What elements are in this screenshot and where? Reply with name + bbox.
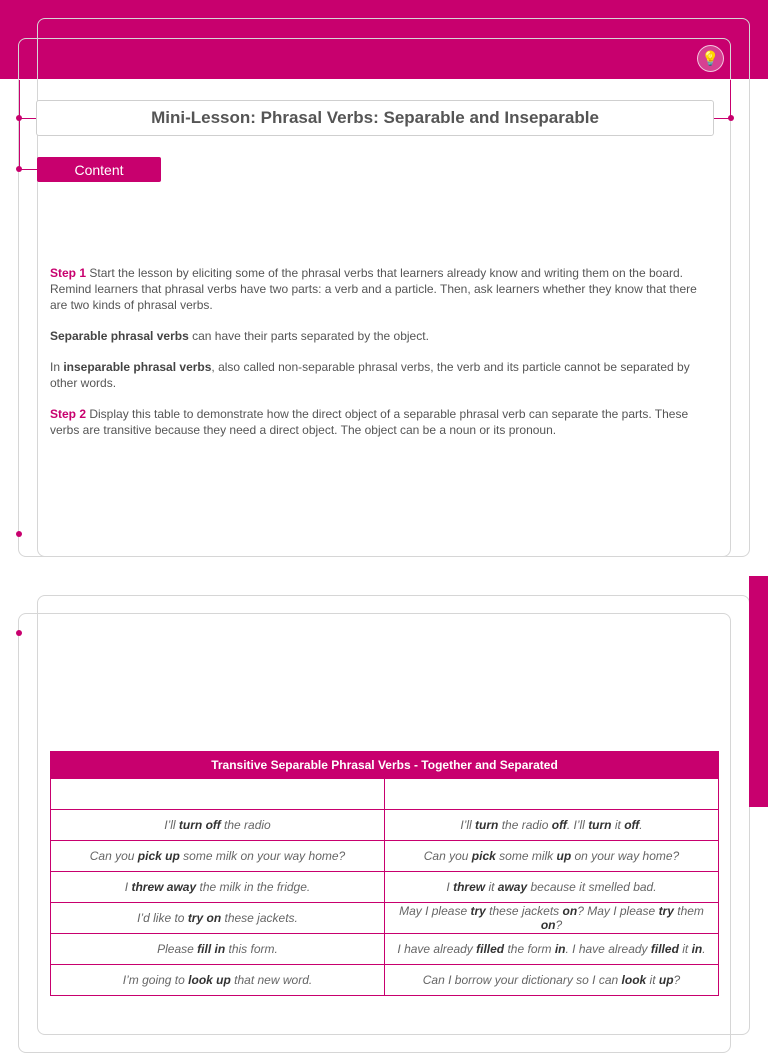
phrasal-verb-part: off: [551, 818, 567, 832]
separated-cell: [385, 810, 719, 841]
separated-cell: [385, 965, 719, 996]
sentence-text: it: [611, 818, 625, 832]
step2-label: Step 2: [50, 407, 87, 421]
separable-term: Separable phrasal verbs: [50, 329, 189, 343]
connector-line-left: [19, 80, 20, 170]
phrasal-verb-part: in: [691, 942, 703, 956]
sentence-text: the milk in the fridge.: [196, 880, 311, 894]
phrasal-verb-part: try on: [187, 911, 222, 925]
together-cell: [51, 841, 385, 872]
table-row: [51, 903, 719, 934]
separable-paragraph: [50, 328, 712, 344]
together-cell: [51, 903, 385, 934]
phrasal-verb-part: look up: [188, 973, 231, 987]
sentence-text: the radio: [498, 818, 552, 832]
sentence-text: it: [485, 880, 498, 894]
sentence-text: it: [646, 973, 659, 987]
connector-dot: [728, 115, 734, 121]
together-cell: [51, 872, 385, 903]
sentence-text: .: [702, 942, 706, 956]
phrasal-verb-part: turn: [475, 818, 499, 832]
sentence-text: ? May I please: [577, 904, 659, 918]
phrasal-verb-part: look: [621, 973, 647, 987]
table-header-row: [51, 779, 719, 810]
sentence-text: this form.: [225, 942, 278, 956]
sentence-text: them: [673, 904, 704, 918]
content-tab-label: Content: [74, 161, 124, 178]
phrasal-verb-part: try: [470, 904, 486, 918]
together-cell: [51, 934, 385, 965]
sentence-text: these jackets.: [221, 911, 298, 925]
sentence-text: that new word.: [230, 973, 313, 987]
sentence-text: I’ll: [164, 818, 179, 832]
table-title-row: [51, 752, 719, 779]
sentence-text: I have already: [397, 942, 477, 956]
separable-text: can have their parts separated by the object.: [188, 329, 429, 343]
connector-dot: [16, 115, 22, 121]
phrasal-verb-part: off: [624, 818, 640, 832]
step1-paragraph: [50, 265, 712, 313]
separated-cell: [385, 903, 719, 934]
phrasal-verb-part: up: [556, 849, 572, 863]
table-header-right: [385, 779, 719, 810]
sentence-text: I’ll: [460, 818, 476, 832]
separated-cell: [385, 934, 719, 965]
step2-paragraph: [50, 406, 712, 438]
phrasal-verbs-table: [50, 751, 719, 996]
sentence-text: I: [124, 880, 132, 894]
sentence-text: ?: [673, 973, 681, 987]
phrasal-verb-part: threw: [453, 880, 486, 894]
connector-dot: [16, 630, 22, 636]
sentence-text: I: [446, 880, 454, 894]
inseparable-prefix: In: [50, 360, 64, 374]
connector-dot: [16, 531, 22, 537]
sentence-text: the form: [504, 942, 555, 956]
sentence-text: some milk on your way home?: [179, 849, 346, 863]
phrasal-verb-part: on: [540, 918, 556, 932]
phrasal-verb-part: filled: [476, 942, 505, 956]
sentence-text: it: [678, 942, 692, 956]
phrasal-verb-part: turn: [588, 818, 612, 832]
table-row: [51, 841, 719, 872]
together-cell: [51, 965, 385, 996]
sentence-text: Can you: [423, 849, 472, 863]
phrasal-verb-part: in: [554, 942, 566, 956]
separated-cell: [385, 872, 719, 903]
phrasal-verb-part: pick up: [137, 849, 180, 863]
phrasal-verb-part: on: [562, 904, 578, 918]
table-title: Transitive Separable Phrasal Verbs - Together and Separated: [51, 752, 719, 779]
side-accent-bar: [749, 576, 768, 807]
sentence-text: . I have already: [565, 942, 651, 956]
sentence-text: .: [639, 818, 643, 832]
lightbulb-icon: 💡: [697, 45, 724, 72]
phrasal-verb-part: away: [497, 880, 528, 894]
connector-line-right: [730, 80, 731, 118]
step1-text: Start the lesson by eliciting some of the phrasal verbs that learners already know and writing them on the board. Remind learners that phrasal verbs have two parts: a verb and a particle. Then, ask learners whether they know that there are two kinds of phrasal verbs.: [50, 266, 697, 312]
lesson-body: [50, 265, 712, 453]
sentence-text: these jackets: [485, 904, 563, 918]
sentence-text: May I please: [399, 904, 471, 918]
sentence-text: ?: [555, 918, 563, 932]
phrasal-verb-part: turn off: [178, 818, 221, 832]
sentence-text: Can you: [89, 849, 138, 863]
phrasal-verb-part: up: [658, 973, 674, 987]
phrasal-verb-part: try: [658, 904, 674, 918]
table-row: [51, 965, 719, 996]
inseparable-term: inseparable phrasal verbs: [63, 360, 212, 374]
sentence-text: I’d like to: [137, 911, 188, 925]
phrasal-verb-part: filled: [650, 942, 679, 956]
sentence-text: I’m going to: [122, 973, 189, 987]
phrasal-verb-part: fill in: [197, 942, 226, 956]
table-row: [51, 934, 719, 965]
inseparable-paragraph: [50, 359, 712, 391]
lesson-title-box: [36, 100, 714, 136]
table-header-left: [51, 779, 385, 810]
sentence-text: some milk: [495, 849, 557, 863]
table-row: [51, 872, 719, 903]
content-tab[interactable]: [37, 157, 161, 182]
inseparable-text: , also called non-separable phrasal verbs, the verb and its particle cannot be separated by other words.: [50, 360, 690, 390]
sentence-text: on your way home?: [571, 849, 680, 863]
separated-cell: [385, 841, 719, 872]
table-row: [51, 810, 719, 841]
step1-label: Step 1: [50, 266, 87, 280]
together-cell: [51, 810, 385, 841]
sentence-text: Can I borrow your dictionary so I can: [422, 973, 622, 987]
phrasal-verb-part: threw away: [131, 880, 197, 894]
sentence-text: . I’ll: [566, 818, 589, 832]
sentence-text: Please: [157, 942, 198, 956]
step2-text: Display this table to demonstrate how the direct object of a separable phrasal verb can separate the parts. These verbs are transitive because they need a direct object. The object can be a noun or its pronoun.: [50, 407, 689, 437]
sentence-text: because it smelled bad.: [527, 880, 657, 894]
lesson-title: Mini-Lesson: Phrasal Verbs: Separable and Inseparable: [151, 108, 599, 127]
sentence-text: the radio: [220, 818, 271, 832]
connector-dot: [16, 166, 22, 172]
phrasal-verb-part: pick: [471, 849, 496, 863]
